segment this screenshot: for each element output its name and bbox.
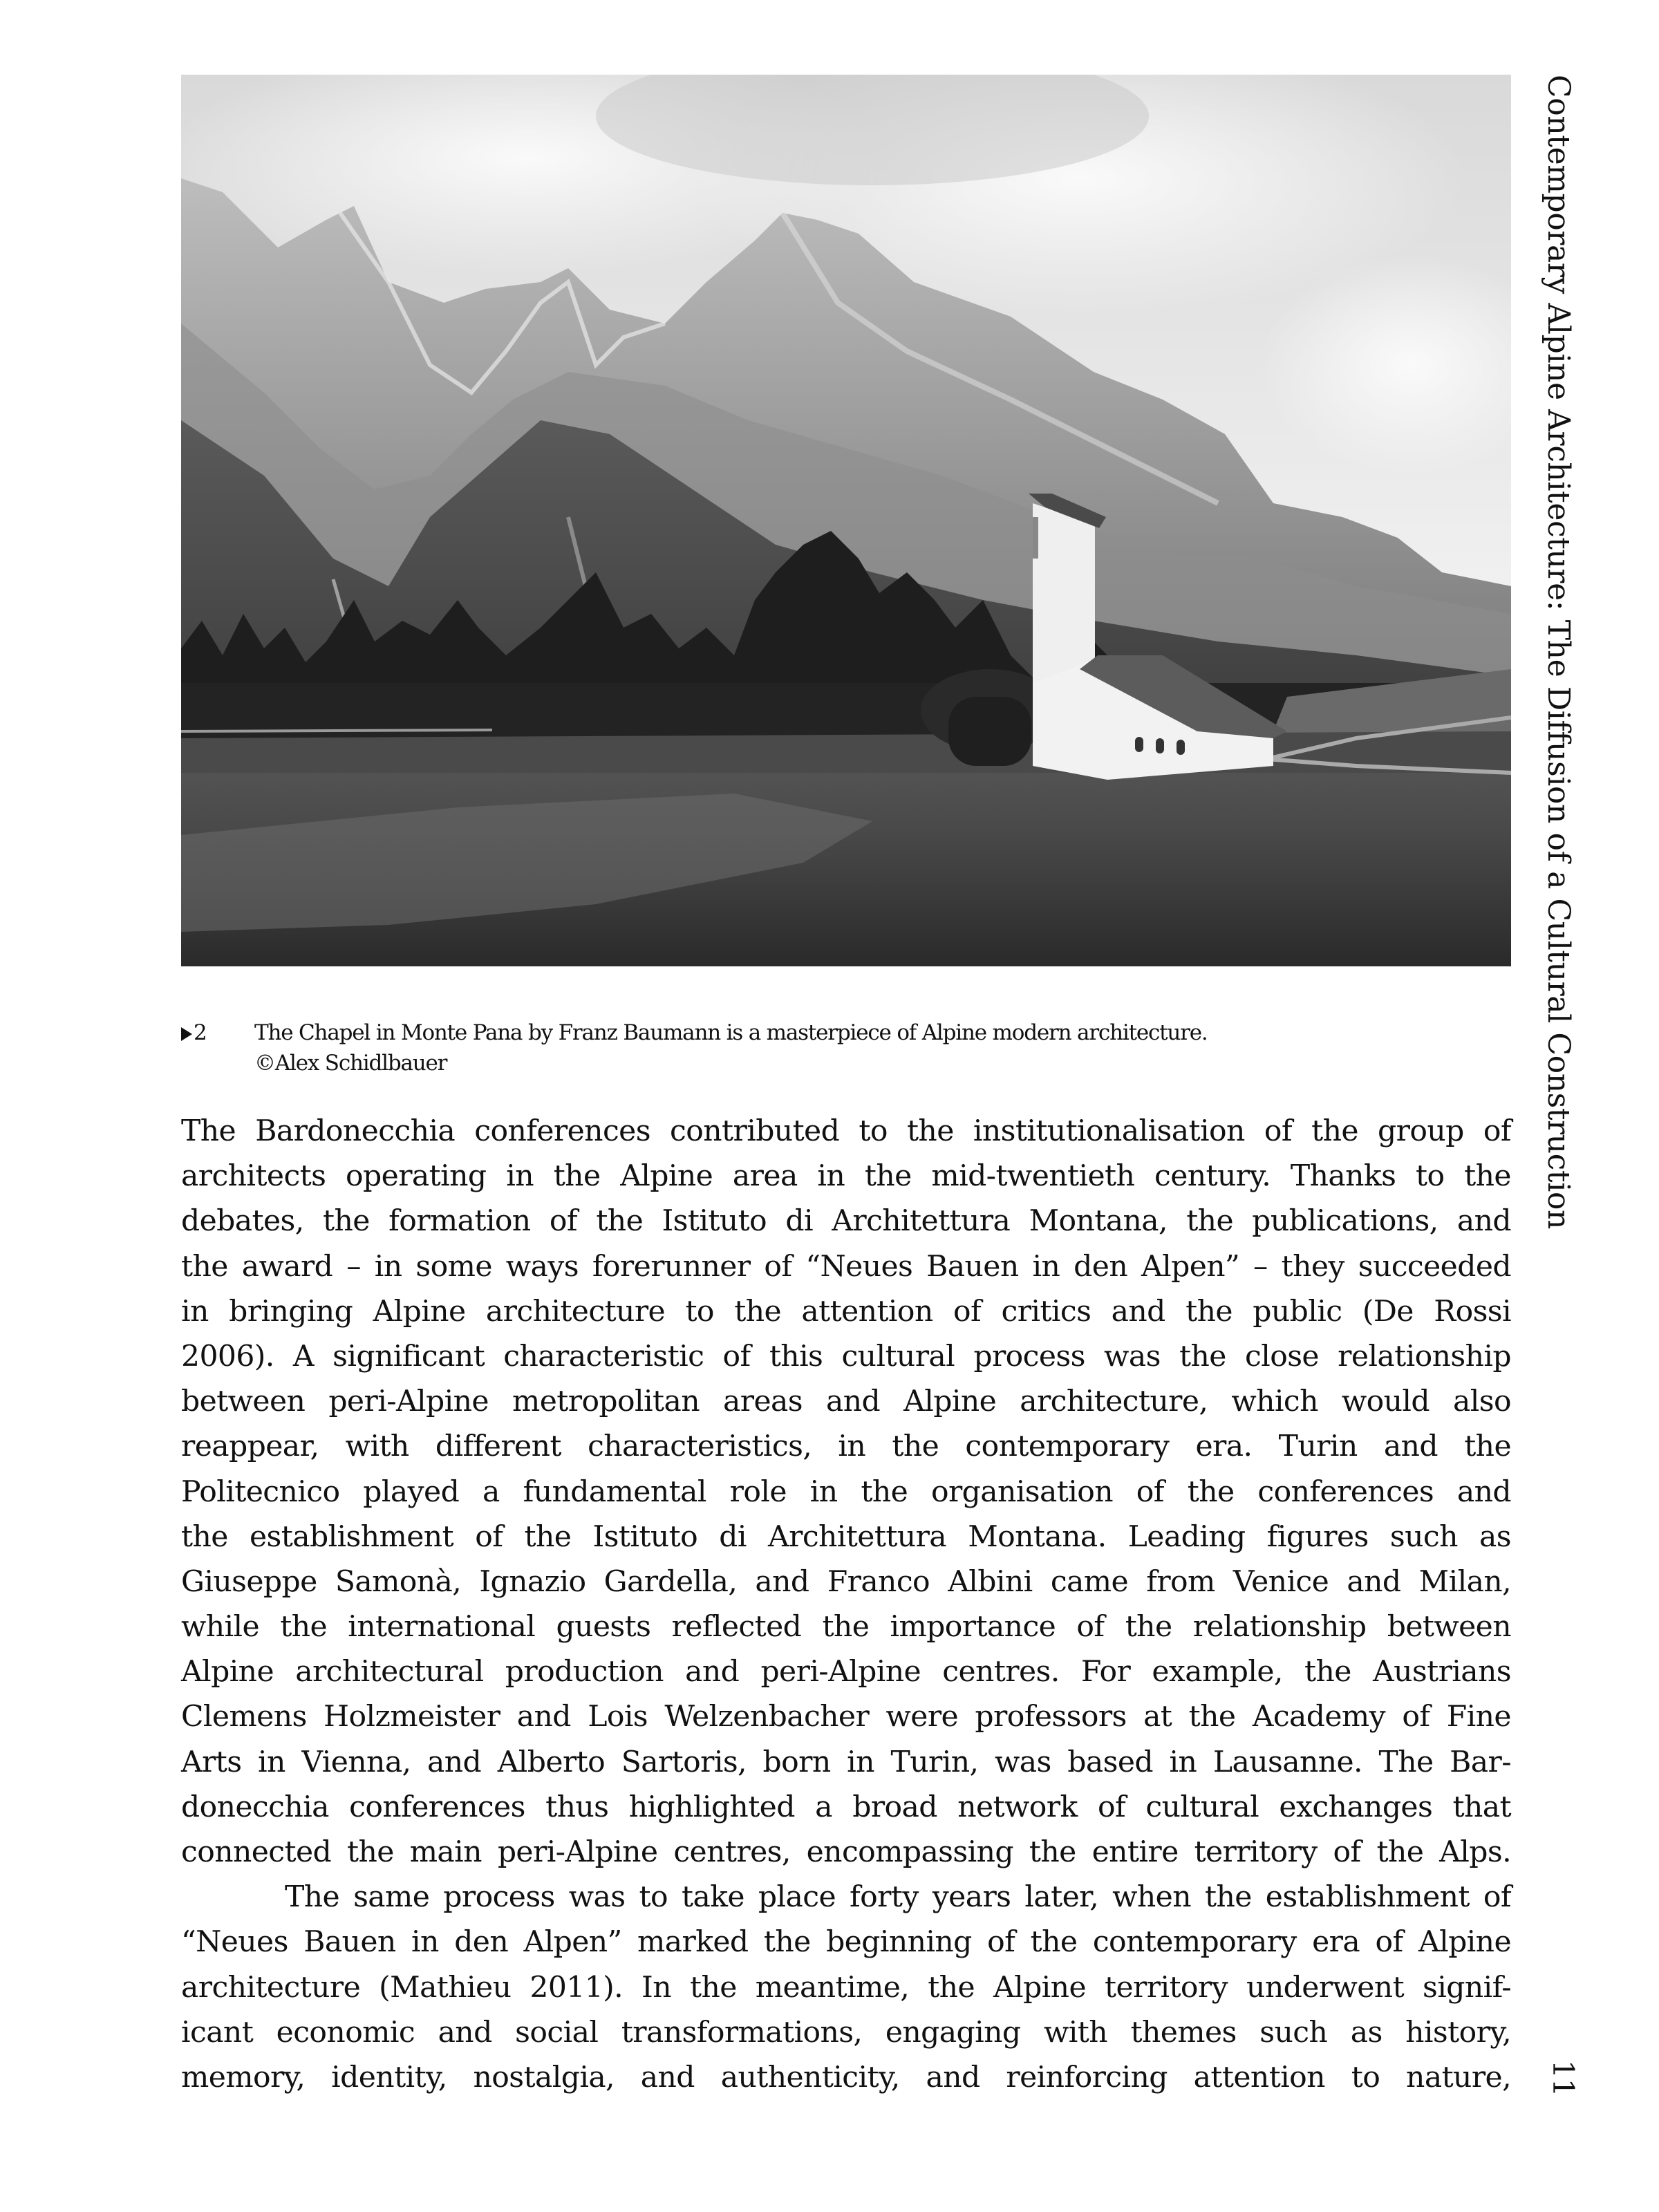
body-line: Alpine architectural production and peri-Alpine centres. For example, the Austrians	[181, 1655, 1511, 1689]
body-line: icant economic and social transformations, engaging with themes such as history,	[181, 2015, 1511, 2050]
figure-number-label: 2	[194, 1020, 207, 1045]
body-line: donecchia conferences thus highlighted a broad network of cultural exchanges that	[181, 1790, 1511, 1824]
caption-line: The Chapel in Monte Pana by Franz Baumann is a masterpiece of Alpine modern architecture.	[254, 1020, 1208, 1045]
body-line: 2006). A significant characteristic of this cultural process was the close relationship	[181, 1339, 1511, 1374]
body-line: the award – in some ways forerunner of “Neues Bauen in den Alpen” – they succeeded	[181, 1249, 1511, 1284]
page-number-label: 11	[1546, 2060, 1580, 2097]
body-line: “Neues Bauen in den Alpen” marked the beginning of the contemporary era of Alpine	[181, 1925, 1511, 1960]
figure-pointer-icon	[181, 1027, 192, 1041]
running-head	[1521, 75, 1604, 1319]
body-line: reappear, with different characteristics, in the contemporary era. Turin and the	[181, 1430, 1511, 1464]
body-line: Politecnico played a fundamental role in the organisation of the conferences and	[181, 1474, 1511, 1509]
body-line: Clemens Holzmeister and Lois Welzenbacher were professors at the Academy of Fine	[181, 1700, 1511, 1734]
body-line: while the international guests reflected the importance of the relationship between	[181, 1610, 1511, 1644]
page-number	[1548, 2060, 1590, 2101]
body-paragraphs	[181, 1109, 1511, 2100]
landscape-photo	[181, 75, 1511, 966]
running-head-title: Contemporary Alpine Architecture: The Diffusion of a Cultural Construction	[1541, 75, 1576, 1229]
body-line: in bringing Alpine architecture to the attention of critics and the public (De Rossi	[181, 1294, 1511, 1329]
figure-number	[181, 1018, 243, 1048]
body-line: between peri-Alpine metropolitan areas and Alpine architecture, which would also	[181, 1385, 1511, 1419]
body-line: memory, identity, nostalgia, and authenticity, and reinforcing attention to nature,	[181, 2060, 1511, 2094]
body-line: debates, the formation of the Istituto di Architettura Montana, the publications, and	[181, 1204, 1511, 1239]
body-line: connected the main peri-Alpine centres, encompassing the entire territory of the Alps.	[181, 1835, 1511, 1869]
body-line: Arts in Vienna, and Alberto Sartoris, born in Turin, was based in Lausanne. The Bar-	[181, 1745, 1511, 1779]
body-line: architects operating in the Alpine area in the mid-twentieth century. Thanks to the	[181, 1159, 1511, 1194]
figure-caption	[181, 1018, 1494, 1078]
body-line: The Bardonecchia conferences contributed to the institutionalisation of the group of	[181, 1114, 1511, 1148]
body-line: Giuseppe Samonà, Ignazio Gardella, and Franco Albini came from Venice and Milan,	[181, 1564, 1511, 1599]
body-line: the establishment of the Istituto di Architettura Montana. Leading figures such as	[181, 1519, 1511, 1554]
caption-credit: ©Alex Schidlbauer	[254, 1051, 447, 1076]
figure-photo-chapel-monte-pana	[181, 75, 1511, 966]
body-line-paragraph-start: The same process was to take place forty years later, when the establishment of	[285, 1880, 1511, 1915]
body-line: architecture (Mathieu 2011). In the meantime, the Alpine territory underwent signif-	[181, 1970, 1511, 2005]
